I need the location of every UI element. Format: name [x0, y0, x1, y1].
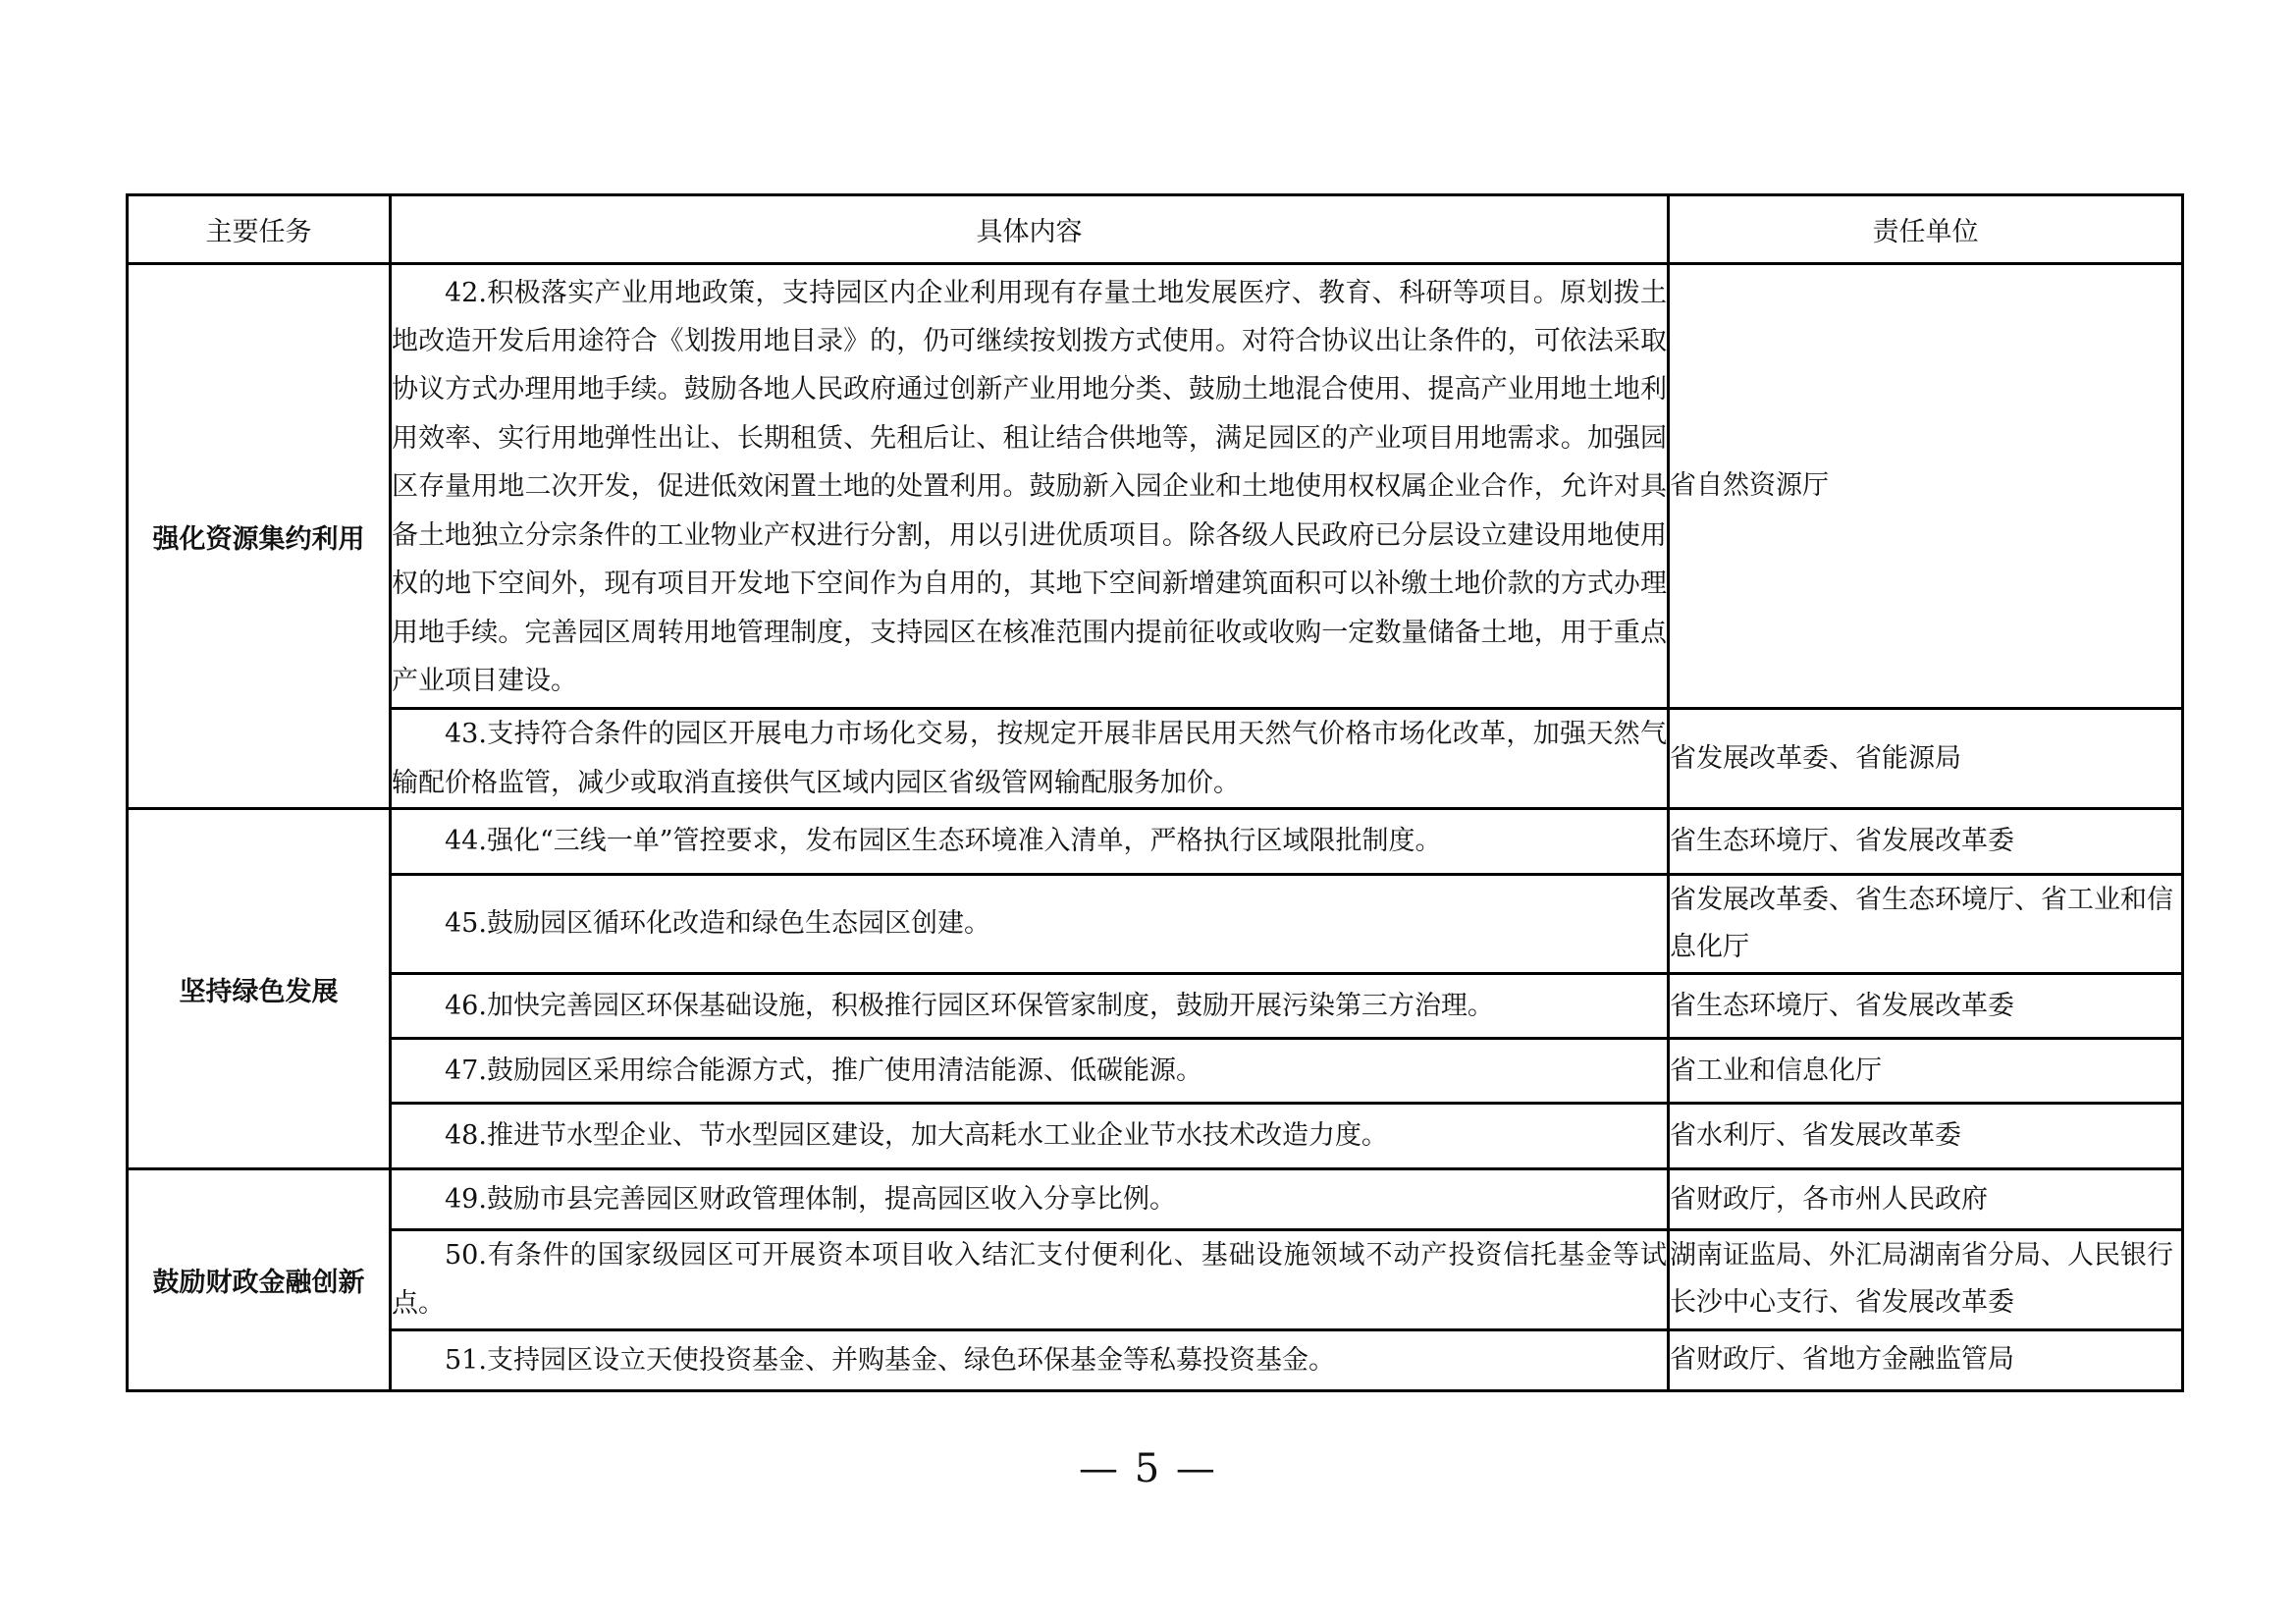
- table-row: [128, 709, 2183, 809]
- unit-cell: 省自然资源厅: [1669, 264, 2183, 709]
- header-task: 主要任务: [128, 195, 391, 264]
- table-row: [128, 809, 2183, 875]
- table-row: [128, 875, 2183, 974]
- content-cell: 46.加快完善园区环保基础设施，积极推行园区环保管家制度，鼓励开展污染第三方治理。: [391, 974, 1669, 1039]
- task-table: [126, 193, 2184, 1392]
- content-cell: 43.支持符合条件的园区开展电力市场化交易，按规定开展非居民用天然气价格市场化改革，加强天然气输配价格监管，减少或取消直接供气区域内园区省级管网输配服务加价。: [391, 709, 1669, 809]
- task-cell: 鼓励财政金融创新: [128, 1169, 391, 1391]
- content-cell: 50.有条件的国家级园区可开展资本项目收入结汇支付便利化、基础设施领域不动产投资信托基金等试点。: [391, 1230, 1669, 1330]
- table-row: [128, 1104, 2183, 1169]
- content-cell: 51.支持园区设立天使投资基金、并购基金、绿色环保基金等私募投资基金。: [391, 1329, 1669, 1390]
- unit-cell: 省发展改革委、省生态环境厅、省工业和信息化厅: [1669, 875, 2183, 974]
- unit-cell: 省水利厅、省发展改革委: [1669, 1104, 2183, 1169]
- table-row: [128, 1230, 2183, 1330]
- task-cell: 坚持绿色发展: [128, 809, 391, 1169]
- page-number: — 5 —: [1079, 1446, 1217, 1491]
- table-row: [128, 1169, 2183, 1230]
- content-cell: 48.推进节水型企业、节水型园区建设，加大高耗水工业企业节水技术改造力度。: [391, 1104, 1669, 1169]
- unit-cell: 省生态环境厅、省发展改革委: [1669, 809, 2183, 875]
- unit-cell: 省财政厅，各市州人民政府: [1669, 1169, 2183, 1230]
- unit-cell: 省工业和信息化厅: [1669, 1039, 2183, 1104]
- table-row: [128, 974, 2183, 1039]
- table-row: [128, 1039, 2183, 1104]
- content-cell: 44.强化“三线一单”管控要求，发布园区生态环境准入清单，严格执行区域限批制度。: [391, 809, 1669, 875]
- content-cell: 49.鼓励市县完善园区财政管理体制，提高园区收入分享比例。: [391, 1169, 1669, 1230]
- content-cell: 45.鼓励园区循环化改造和绿色生态园区创建。: [391, 875, 1669, 974]
- unit-cell: 湖南证监局、外汇局湖南省分局、人民银行长沙中心支行、省发展改革委: [1669, 1230, 2183, 1330]
- table-header-row: [128, 195, 2183, 264]
- header-content: 具体内容: [391, 195, 1669, 264]
- table-row: [128, 264, 2183, 709]
- unit-cell: 省生态环境厅、省发展改革委: [1669, 974, 2183, 1039]
- task-cell: 强化资源集约利用: [128, 264, 391, 809]
- content-cell: 42.积极落实产业用地政策，支持园区内企业利用现有存量土地发展医疗、教育、科研等项目。原划拨土地改造开发后用途符合《划拨用地目录》的，仍可继续按划拨方式使用。对符合协议出让条件的，可依法采取协议方式办理用地手续。鼓励各地人民政府通过创新产业用地分类、鼓励土地混合使用、提高产业用地土地利用效率、实行用地弹性出让、长期租赁、先租后让、租让结合供地等，满足园区的产业项目用地需求。加强园区存量用地二次开发，促进低效闲置土地的处置利用。鼓励新入园企业和土地使用权权属企业合作，允许对具备土地独立分宗条件的工业物业产权进行分割，用以引进优质项目。除各级人民政府已分层设立建设用地使用权的地下空间外，现有项目开发地下空间作为自用的，其地下空间新增建筑面积可以补缴土地价款的方式办理用地手续。完善园区周转用地管理制度，支持园区在核准范围内提前征收或收购一定数量储备土地，用于重点产业项目建设。: [391, 264, 1669, 709]
- content-cell: 47.鼓励园区采用综合能源方式，推广使用清洁能源、低碳能源。: [391, 1039, 1669, 1104]
- unit-cell: 省财政厅、省地方金融监管局: [1669, 1329, 2183, 1390]
- unit-cell: 省发展改革委、省能源局: [1669, 709, 2183, 809]
- header-unit: 责任单位: [1669, 195, 2183, 264]
- table-row: [128, 1329, 2183, 1390]
